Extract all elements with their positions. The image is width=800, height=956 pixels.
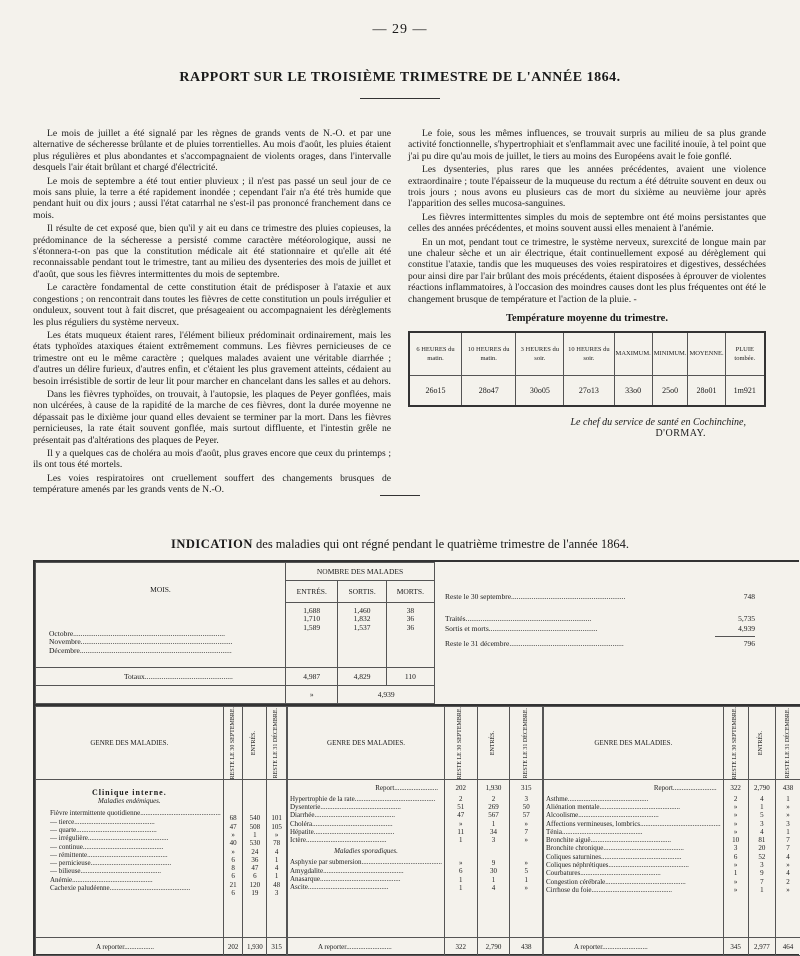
g1-value: 3	[274, 889, 279, 898]
g2-value: 1	[491, 875, 496, 884]
disease-name-row: Choléra..............................................	[290, 819, 393, 828]
disease-name-row: Hypertrophie de la rate..............................................	[290, 794, 436, 803]
disease-name: Aliénation mentale	[546, 802, 600, 811]
disease-name-row: Amygdalite..............................................	[290, 866, 404, 875]
temperature-header-cell: 3 HEURES du soir.	[516, 332, 564, 376]
temperature-title: Température moyenne du trimestre.	[506, 313, 668, 325]
traites-row: Traités................................................................... 5,735	[445, 614, 755, 623]
g3-entres-values	[748, 780, 775, 938]
disease-name-row: Courbatures..............................................	[546, 869, 661, 878]
g1-total-label: A reporter.................	[36, 938, 224, 956]
g1-value: 120	[249, 880, 261, 889]
disease-name-row: Dysenterie..............................................	[290, 802, 401, 811]
entres-header-3: ENTRÉS.	[758, 731, 765, 756]
g1-value: »	[231, 830, 235, 839]
right-paragraph: Les fièvres intermittentes simples du mois de septembre ont été moins persistantes que celles des années précédentes, et moins souvent aussi elles menaient à l'anémie.	[408, 211, 766, 235]
g3-value: »	[733, 819, 738, 828]
g1-entres-values	[243, 780, 267, 938]
g1-value: 68	[229, 814, 237, 823]
genre-block-3	[543, 706, 800, 956]
disease-name: — quarte	[50, 825, 77, 834]
g1-value: 40	[229, 839, 237, 848]
g2-value: 57	[522, 811, 530, 820]
g3-value: »	[733, 802, 738, 811]
disease-name-row: Bronchite chronique..............................................	[546, 844, 684, 853]
left-paragraph: Les états muqueux étaient rares, l'élément bilieux prédominait ordinairement, mais les états typhoïdes ataxiques étaient extrêmement communs. Les fièvres pernicieuses de ce trimestre ont eu le même caractère ; quelques malades avaient une véritable diarrhée ; d'autres un délire furieux, d'autres enfin, et c'étaient les plus gravement atteints, cédaient au besoin irrésistible de sortir de leur lit pour marcher en chancelant dans les salles et au dehors.	[33, 329, 391, 387]
g2-report-value: 1,930	[485, 784, 502, 793]
g1-value: 101	[271, 814, 282, 823]
g3-value: 1	[733, 869, 738, 878]
g2-value: 7	[524, 827, 528, 836]
indication-title-bold: INDICATION	[171, 537, 253, 551]
disease-name: Coliques néphrétiques	[546, 861, 609, 870]
g2-value: 51	[457, 802, 465, 811]
temperature-header-cell: MINIMUM.	[652, 332, 688, 376]
indication-table-box	[33, 560, 799, 956]
g3-total-1: 345	[723, 938, 748, 956]
g1-value: 6	[231, 855, 235, 864]
g1-value: 540	[249, 814, 261, 823]
genre-header-3: GENRE DES MALADIES.	[544, 707, 724, 780]
g1-value: 6	[231, 872, 235, 881]
g3-total-2: 2,977	[748, 938, 775, 956]
disease-name-row: Congestion cérébrale..............................................	[546, 877, 686, 886]
disease-name-row: Coliques saturnines..............................................	[546, 852, 682, 861]
g2-total-1: 322	[445, 938, 478, 956]
genre-header-2: GENRE DES MALADIES.	[288, 707, 445, 780]
temperature-value-cell: 1m921	[725, 376, 765, 406]
g3-report-value: 438	[782, 784, 794, 793]
g1-value: »	[231, 847, 235, 856]
month-labels	[49, 630, 283, 655]
disease-name-row: — rémittente..............................................	[50, 850, 168, 859]
g3-report-value: 2,790	[753, 784, 770, 793]
right-paragraph: En un mot, pendant tout ce trimestre, le système nerveux, surexcité de longue main par une chaleur sèche et un air électrique, était continuellement exposé au dérèglement qui constitue l'ataxie, tandis que les muqueuses des voies respiratoires et digestives, desséchées pour ainsi dire par l'air brûlant des mois précédents, étaient disposées à éprouver de violentes réactions inflammatoires, à l'occasion des moindres causes dont les plus fréquentes ont été le changement brusque de température et l'action de la pluie. -	[408, 236, 766, 305]
temperature-value-cell: 28o01	[688, 376, 725, 406]
g1-total-2: 1,930	[243, 938, 267, 956]
morts-header: MORTS.	[386, 581, 434, 603]
disease-name: Anasarque	[290, 875, 320, 884]
g1-value: 4	[274, 847, 279, 856]
g2-report-value: 315	[520, 784, 532, 793]
genre-names-1	[36, 780, 224, 938]
title-divider	[360, 98, 440, 99]
disease-name: Ténia	[546, 827, 562, 836]
disease-name-row: Bronchite aiguë..............................................	[546, 836, 672, 845]
genre-names-2	[288, 780, 445, 938]
g2-value: 6	[459, 867, 463, 876]
disease-name: Courbatures	[546, 869, 581, 878]
g3-value: 9	[760, 869, 764, 878]
g3-value: »	[733, 827, 738, 836]
disease-name: Ascite	[290, 883, 308, 892]
left-paragraph: Il y a quelques cas de choléra au mois d'août, plus graves encore que ceux du printemps ; ils ont tous été mortels.	[33, 447, 391, 471]
g3-value: 52	[758, 852, 766, 861]
g1-total-1: 202	[223, 938, 243, 956]
disease-name: Cachexie paludéenne	[50, 884, 110, 893]
entres-header-2: ENTRÉS.	[490, 731, 496, 756]
month-row: Octobre.................................................................................	[49, 630, 226, 638]
g2-value: »	[459, 859, 463, 868]
g3-value: »	[733, 885, 738, 894]
left-paragraph: Les voies respiratoires ont cruellement souffert des changements brusques de température amenés par les grands vents de N.-O.	[33, 472, 391, 496]
disease-name-row: Fièvre intermittente quotidienne..............................................	[50, 809, 221, 818]
g3-value: 7	[786, 844, 790, 853]
g1-total-3: 315	[267, 938, 287, 956]
g3-value: 4	[760, 827, 764, 836]
g3-value: »	[733, 877, 738, 886]
month-label: Octobre	[49, 630, 74, 638]
temperature-value-cell: 25o0	[652, 376, 688, 406]
g2-report-label: Report.........................	[375, 784, 439, 793]
sortis-value: 1,832	[353, 615, 371, 624]
disease-name-row: Affections vermineuses, lombrics..............................................	[546, 819, 721, 828]
disease-name: Dysenterie	[290, 802, 321, 811]
g3-value: 3	[760, 819, 764, 828]
g2-report-value: 202	[455, 784, 467, 793]
g2-value: »	[524, 883, 528, 892]
disease-name: Congestion cérébrale	[546, 877, 606, 886]
g2-value: 47	[457, 811, 465, 820]
reste-dec-header-3: RESTE LE 31 DÉCEMBRE.	[784, 708, 791, 779]
g3-value: 1	[786, 827, 790, 836]
disease-name: Hépatite	[290, 827, 314, 836]
disease-name-row: — tierce..............................................	[50, 817, 155, 826]
reste-dec-header-1: RESTE LE 31 DÉCEMBRE.	[273, 708, 280, 779]
disease-name: Alcoolisme	[546, 811, 579, 820]
g1-value: 19	[251, 889, 259, 898]
disease-name-row: — quarte..............................................	[50, 825, 157, 834]
temperature-value-cell: 30o05	[516, 376, 564, 406]
temperature-value-cell: 28o47	[461, 376, 515, 406]
left-paragraph: Le mois de septembre a été tout entier pluvieux ; il n'est pas passé un seul jour de ce mois sans pluie, la terre a été rapidement inondée ; cependant l'air n'a été très humide que pendant huit ou dix jours ; aussi l'état catarrhal ne s'est-il pas prononcé franchement dans ce mois.	[33, 175, 391, 221]
g1-value: 1	[253, 830, 257, 839]
morts-values	[386, 603, 434, 668]
g3-value: 3	[786, 819, 790, 828]
g3-value: »	[786, 802, 790, 811]
disease-name: Coliques saturnines	[546, 852, 602, 861]
reste-sept-header-1: RESTE LE 30 SEPTEMBRE.	[229, 707, 236, 780]
g2-value: 3	[524, 794, 528, 803]
g3-value: 4	[786, 869, 790, 878]
morts-value: 36	[406, 623, 415, 632]
g3-value: 7	[786, 836, 790, 845]
genre-block-2	[287, 706, 543, 956]
temperature-value-cell: 33o0	[614, 376, 652, 406]
signature-name: D'ORMAY.	[655, 427, 706, 439]
g3-report-value: 322	[730, 784, 741, 793]
g2-value: 567	[488, 811, 499, 820]
g2-value: 3	[491, 836, 496, 845]
totaux-sortis: 4,829	[338, 668, 386, 686]
right-paragraph: Le foie, sous les mêmes influences, se trouvait surpris au milieu de sa plus grande activité fonctionnelle, s'hypertrophiait et s'enflammait avec une facilité inouïe, à tel point que j'ai pu dire qu'au mois de juillet, le tiers au moins des Européens avait le foie gonflé.	[408, 128, 766, 162]
g2-value: 1	[491, 819, 496, 828]
g1-value: 508	[249, 822, 261, 831]
temperature-header-cell: 10 HEURES du soir.	[564, 332, 614, 376]
disease-name: Fièvre intermittente quotidienne	[50, 809, 141, 818]
g2-value: 2	[459, 794, 463, 803]
left-paragraph: Dans les fièvres typhoïdes, on trouvait, à l'autopsie, les plaques de Peyer gonflées, mais non ulcérées, à cause de la rapidité de la marche de ces fièvres, dont la durée moyenne ne dépassait pas le dixième jour quand elles devaient se terminer par la mort. Dans les fièvres pernicieuses, la rate était souvent gonflée, mais surtout diffluente, et l'intestin grêle ne présentait pas d'altérations des plaques de Peyer.	[33, 388, 391, 446]
entres-header: ENTRÉS.	[286, 581, 338, 603]
signature-role: Le chef du service de santé en Cochinchine,	[570, 416, 746, 428]
g3-total-3: 464	[776, 938, 800, 956]
g2-value: 50	[522, 802, 530, 811]
g3-value: 2	[733, 794, 738, 803]
left-paragraph: Il résulte de cet exposé que, bien qu'il y ait eu dans ce trimestre des pluies copieuses, la prédominance de la sécheresse a persisté comme caractère météorologique, aussi ne s'étonnera-t-on pas que la constitution médicale ait été stationnaire et qu'elle ait été reconnaissable pendant tout le trimestre, tant au milieu des dysenteries des mois de juillet et d'août, que sous les fièvres intermittentes du mois de septembre.	[33, 223, 391, 280]
disease-name-row: Cachexie paludéenne..............................................	[50, 884, 191, 893]
g3-value: »	[733, 811, 738, 820]
disease-name: Bronchite chronique	[546, 844, 604, 853]
endemic-subtitle: Maladies endémiques.	[98, 797, 161, 806]
disease-name-row: Asphyxie par submersion..............................................	[290, 858, 443, 867]
temperature-header-cell: 10 HEURES du matin.	[461, 332, 515, 376]
genre-header-1: GENRE DES MALADIES.	[36, 707, 224, 780]
temperature-header-cell: PLUIE tombée.	[725, 332, 765, 376]
g2-value: »	[524, 819, 528, 828]
disease-name-row: Ascite..............................................	[290, 883, 389, 892]
g2-value: 9	[491, 859, 496, 868]
g1-value: 105	[271, 822, 282, 831]
g1-value: 6	[231, 889, 235, 898]
disease-name: Affections vermineuses, lombrics	[546, 819, 641, 828]
month-label: Novembre	[49, 638, 81, 647]
totaux-morts: 110	[386, 668, 434, 686]
disease-name-row: Alcoolisme..............................................	[546, 811, 659, 820]
g3-value: 1	[760, 802, 764, 811]
genre-names-3	[544, 780, 724, 938]
g3-value: 20	[758, 844, 766, 853]
g3-reste2-values	[776, 780, 800, 938]
month-label: Décembre	[49, 646, 80, 655]
g2-total-label: A reporter..........................	[288, 938, 445, 956]
disease-name: Anémie	[50, 875, 73, 884]
g2-reste2-values	[510, 780, 543, 938]
left-paragraph: Le caractère fondamental de cette constitution était de prédisposer à l'ataxie et aux congestions ; on rencontrait dans toutes les fièvres de cette constitution un pouls irrégulier et onduleux, souvent tout à fait discret, que présageaient ou accompagnaient les dérèglements les plus réguliers du système nerveux.	[33, 282, 391, 328]
g1-value: 1	[274, 872, 279, 881]
g2-total-2: 2,790	[477, 938, 510, 956]
entres-header-1: ENTRÉS.	[251, 731, 258, 756]
g3-value: 1	[760, 885, 764, 894]
empty-cell	[36, 686, 286, 704]
g3-value: 3	[733, 844, 738, 853]
g2-reste-values	[445, 780, 478, 938]
g3-total-label: A reporter..........................	[544, 938, 724, 956]
temperature-value-cell: 26o15	[409, 376, 461, 406]
morts-value: 36	[406, 615, 415, 624]
page-title: RAPPORT SUR LE TROISIÈME TRIMESTRE DE L'ANNÉE 1864.	[179, 70, 621, 85]
g1-value: 21	[229, 880, 237, 889]
reste-sept-row: Reste le 30 septembre............................................................. 748	[445, 592, 755, 601]
g3-value: 6	[733, 852, 738, 861]
g2-value: »	[524, 859, 528, 868]
reste-sept-header-3: RESTE LE 30 SEPTEMBRE.	[732, 707, 739, 780]
indication-title	[0, 537, 800, 552]
sum-value: 4,939	[338, 686, 435, 704]
g2-value: 1	[459, 836, 463, 845]
g1-value: 48	[273, 880, 281, 889]
g1-value: 78	[273, 839, 281, 848]
left-column	[33, 128, 391, 498]
disease-name: — pernicieuse	[50, 859, 91, 868]
nombre-header: NOMBRE DES MALADES	[286, 563, 435, 581]
sporadic-subtitle: Maladies sporadiques.	[334, 847, 398, 856]
g2-entres-values	[477, 780, 510, 938]
disease-name: — continue	[50, 842, 83, 851]
disease-name: — tierce	[50, 817, 75, 826]
reste-dec-row: Reste le 31 décembre............................................................. 796	[445, 639, 755, 648]
g2-value: 5	[524, 867, 528, 876]
entres-value: 1,710	[303, 615, 321, 624]
g3-value: »	[786, 885, 790, 894]
g2-value: 1	[459, 883, 463, 892]
disease-name-row: — continue..............................................	[50, 842, 164, 851]
sortis-row: Sortis et morts.......................................................... 4,939	[445, 624, 755, 633]
reste-sept-header-2: RESTE LE 30 SEPTEMBRE.	[457, 707, 464, 780]
genre-block-1	[35, 706, 287, 956]
g2-value: 34	[490, 827, 497, 836]
sortis-value: 1,537	[353, 623, 371, 632]
g1-reste-values	[223, 780, 243, 938]
disease-name-row: — bilieuse..............................................	[50, 867, 162, 876]
g1-value: 1	[274, 855, 279, 864]
disease-name-row: Ténia..............................................	[546, 827, 643, 836]
sortis-value: 1,460	[353, 607, 371, 615]
disease-name-row: Hépatite..............................................	[290, 827, 395, 836]
g2-value: »	[459, 819, 463, 828]
temperature-header-cell: MAXIMUM.	[614, 332, 652, 376]
disease-name-row: Coliques néphrétiques..............................................	[546, 861, 689, 870]
g1-value: 4	[274, 864, 279, 873]
temperature-table	[408, 331, 766, 407]
sum-marker: »	[286, 686, 338, 704]
disease-name: — bilieuse	[50, 867, 81, 876]
disease-name-row: Asthme..............................................	[546, 794, 649, 803]
left-paragraph: Le mois de juillet a été signalé par les règnes de grands vents de N.-O. et par une alternative de sécheresse brûlante et de pluies torrentielles. Au mois d'août, les pluies étaient plus régulières et plus abondantes et s'accompagnaient de violents orages, dans l'intervalle desquels l'air était brûlant et chargé d'électricité.	[33, 128, 391, 174]
g2-value: 1	[459, 875, 463, 884]
g1-value: 47	[251, 864, 259, 873]
temperature-value-cell: 27o13	[564, 376, 614, 406]
sortis-values	[338, 603, 386, 668]
right-paragraphs	[408, 128, 766, 305]
g3-report-label: Report.........................	[653, 784, 717, 793]
g2-value: 4	[491, 883, 496, 892]
right-column	[408, 128, 766, 439]
mois-header: MOIS.	[36, 563, 286, 668]
g3-reste-values	[723, 780, 748, 938]
g3-value: 81	[758, 836, 766, 845]
disease-name: Asthme	[546, 794, 568, 803]
g2-value: 11	[457, 827, 465, 836]
disease-name: Ictère	[290, 836, 306, 845]
disease-name: Choléra	[290, 819, 313, 828]
g3-value: 3	[760, 861, 764, 870]
g1-value: »	[274, 830, 279, 839]
totaux-entres: 4,987	[286, 668, 338, 686]
g2-value: 269	[488, 802, 499, 811]
disease-name-row: — irrégulière..............................................	[50, 834, 169, 843]
disease-name: Hypertrophie de la rate	[290, 794, 355, 803]
disease-name: Amygdalite	[290, 866, 324, 875]
g1-value: 8	[231, 864, 235, 873]
g3-value: 7	[760, 877, 764, 886]
g1-value: 6	[253, 872, 257, 881]
morts-value: 38	[406, 607, 415, 615]
g3-value: »	[786, 811, 790, 820]
month-row: Novembre.................................................................................	[49, 638, 233, 647]
disease-name-row: — pernicieuse..............................................	[50, 859, 172, 868]
totaux-label: Totaux...............................................	[36, 668, 286, 686]
g2-total-3: 438	[510, 938, 543, 956]
g3-value: 10	[732, 836, 740, 845]
temperature-values-row	[409, 376, 765, 406]
page-number: — 29 —	[372, 22, 428, 37]
g1-value: 36	[251, 855, 259, 864]
g3-value: »	[786, 861, 790, 870]
g2-value: 30	[490, 867, 497, 876]
month-row: Décembre.................................................................................	[49, 646, 232, 655]
right-paragraph: Les dysenteries, plus rares que les années précédentes, avaient une violence extraordinaire ; toute l'épaisseur de la muqueuse du rectum a été détruite souvent en deux ou trois jours ; nous avons eu plusieurs cas de mort du sixième au neuvième jour après l'apparition des selles mucosa-sanguines.	[408, 164, 766, 210]
temperature-header-cell: 6 HEURES du matin.	[409, 332, 461, 376]
section-divider	[380, 495, 420, 496]
disease-name: Diarrhée	[290, 811, 315, 820]
g1-value: 530	[249, 839, 261, 848]
g3-value: 5	[760, 811, 764, 820]
reste-dec-header-2: RESTE LE 31 DÉCEMBRE.	[522, 708, 529, 779]
g3-value: 2	[786, 877, 790, 886]
g1-value: 47	[229, 822, 237, 831]
disease-name-row: Diarrhée..............................................	[290, 811, 395, 820]
disease-name-row: Cirrhose du foie..............................................	[546, 885, 672, 894]
g1-value: 24	[251, 847, 259, 856]
g3-value: 4	[760, 794, 764, 803]
temperature-header-row	[409, 332, 765, 376]
disease-name: — rémittente	[50, 850, 88, 859]
clinique-title: Clinique interne.	[91, 788, 167, 798]
disease-name-row: Anémie..............................................	[50, 875, 153, 884]
entres-values	[286, 603, 338, 668]
g2-value: 1	[524, 875, 528, 884]
disease-name-row: Aliénation mentale..............................................	[546, 802, 680, 811]
g2-value: »	[524, 836, 528, 845]
g1-reste2-values	[267, 780, 287, 938]
entres-value: 1,688	[303, 607, 321, 615]
disease-name: Cirrhose du foie	[546, 885, 592, 894]
disease-name: — irrégulière	[50, 834, 88, 843]
indication-title-rest: des maladies qui ont régné pendant le quatrième trimestre de l'année 1864.	[252, 537, 629, 551]
g3-value: 1	[786, 794, 790, 803]
disease-name: Bronchite aiguë	[546, 836, 591, 845]
disease-name: Asphyxie par submersion	[290, 858, 362, 867]
stats-block	[445, 592, 755, 649]
disease-name-row: Ictère..............................................	[290, 836, 387, 845]
g3-value: 4	[786, 852, 790, 861]
temperature-header-cell: MOYENNE.	[688, 332, 725, 376]
g3-value: »	[733, 861, 738, 870]
disease-name-row: Anasarque..............................................	[290, 875, 401, 884]
g2-value: 2	[491, 794, 496, 803]
sortis-header: SORTIS.	[338, 581, 386, 603]
entres-value: 1,589	[303, 623, 321, 632]
